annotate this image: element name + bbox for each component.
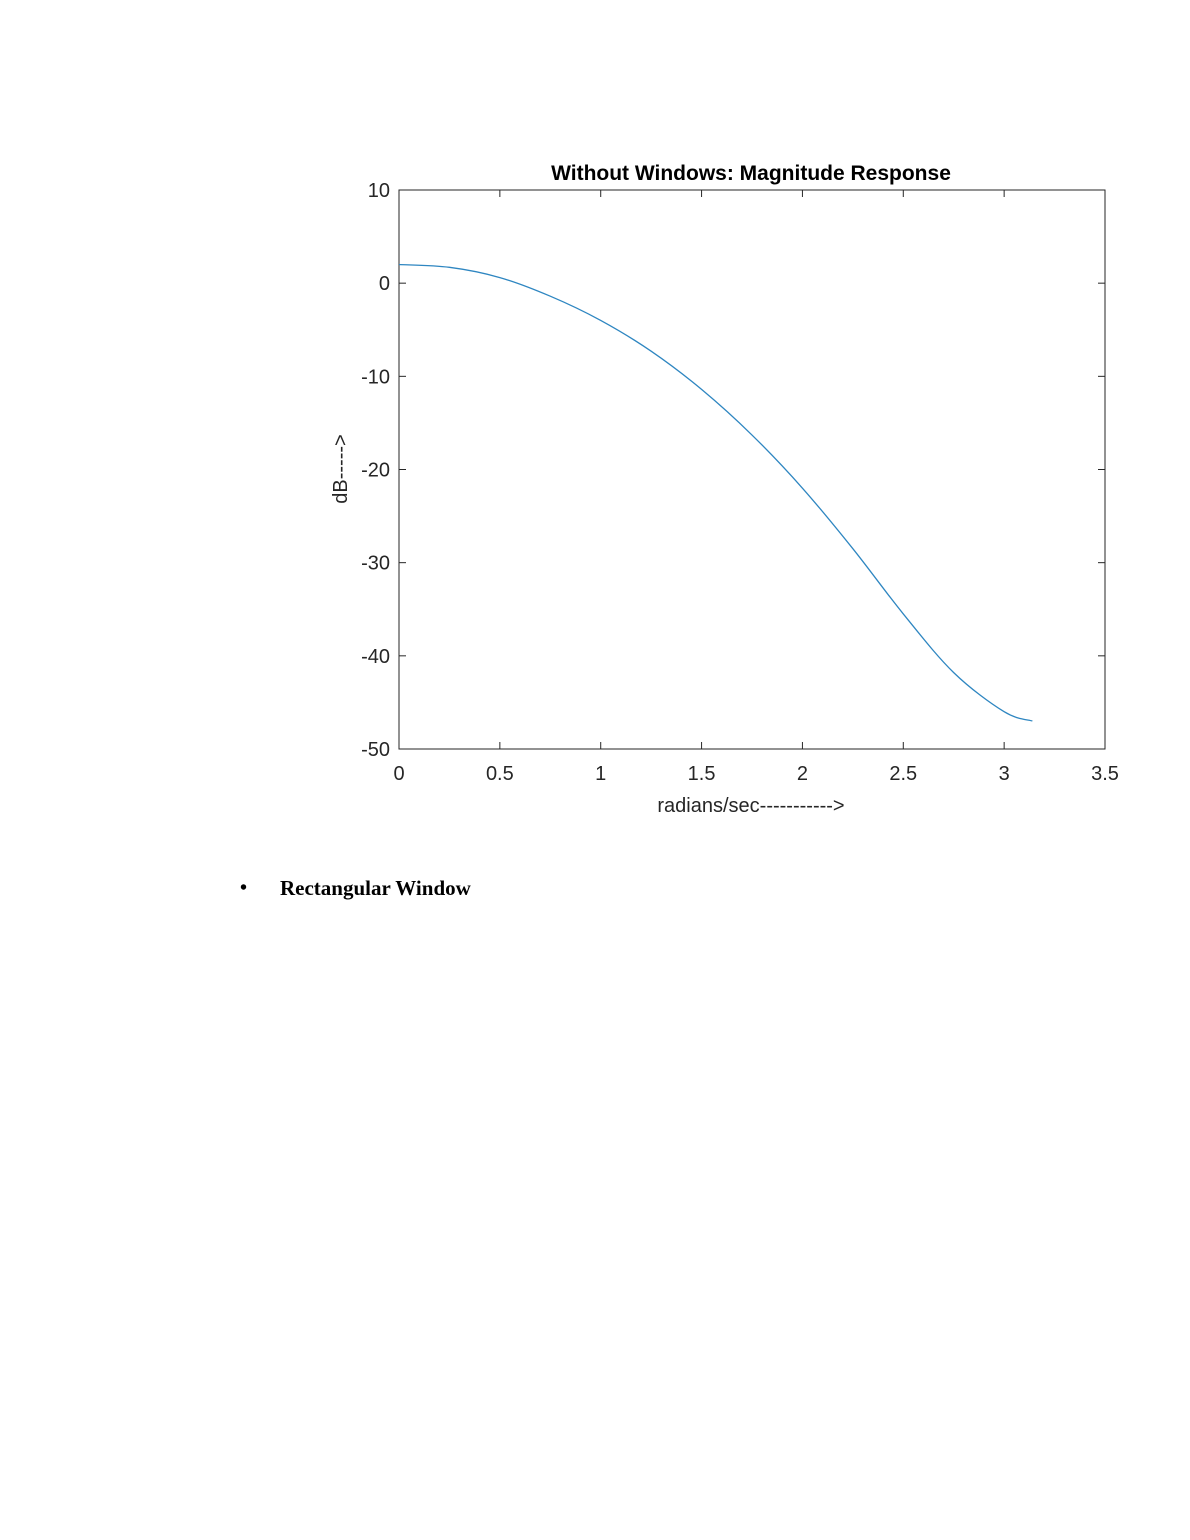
x-tick-label: 2.5	[889, 763, 918, 785]
y-tick-label: 0	[378, 273, 390, 296]
plot-area	[399, 190, 1105, 749]
y-axis-label: dB----->	[330, 434, 352, 504]
y-tick-label: -10	[361, 366, 390, 389]
x-tick-label: 0.5	[485, 763, 514, 785]
bullet-text: Rectangular Window	[280, 876, 471, 900]
chart-title: Without Windows: Magnitude Response	[551, 162, 951, 185]
x-tick-label: 1	[595, 763, 607, 785]
x-tick-label: 1.5	[687, 763, 716, 785]
y-tick-label: -50	[361, 739, 390, 761]
y-tick-label: -40	[361, 645, 390, 668]
x-axis-label: radians/sec----------->	[657, 795, 845, 817]
x-tick-label: 2	[796, 763, 808, 785]
x-tick-label: 3	[998, 763, 1010, 785]
x-tick-label: 3.5	[1091, 763, 1119, 785]
bullet-symbol: •	[240, 877, 248, 899]
bullet-item	[240, 876, 471, 901]
y-tick-label: -30	[361, 552, 390, 575]
y-tick-label: -20	[361, 459, 390, 482]
y-tick-label: 10	[367, 180, 390, 202]
x-tick-label: 0	[393, 763, 405, 785]
